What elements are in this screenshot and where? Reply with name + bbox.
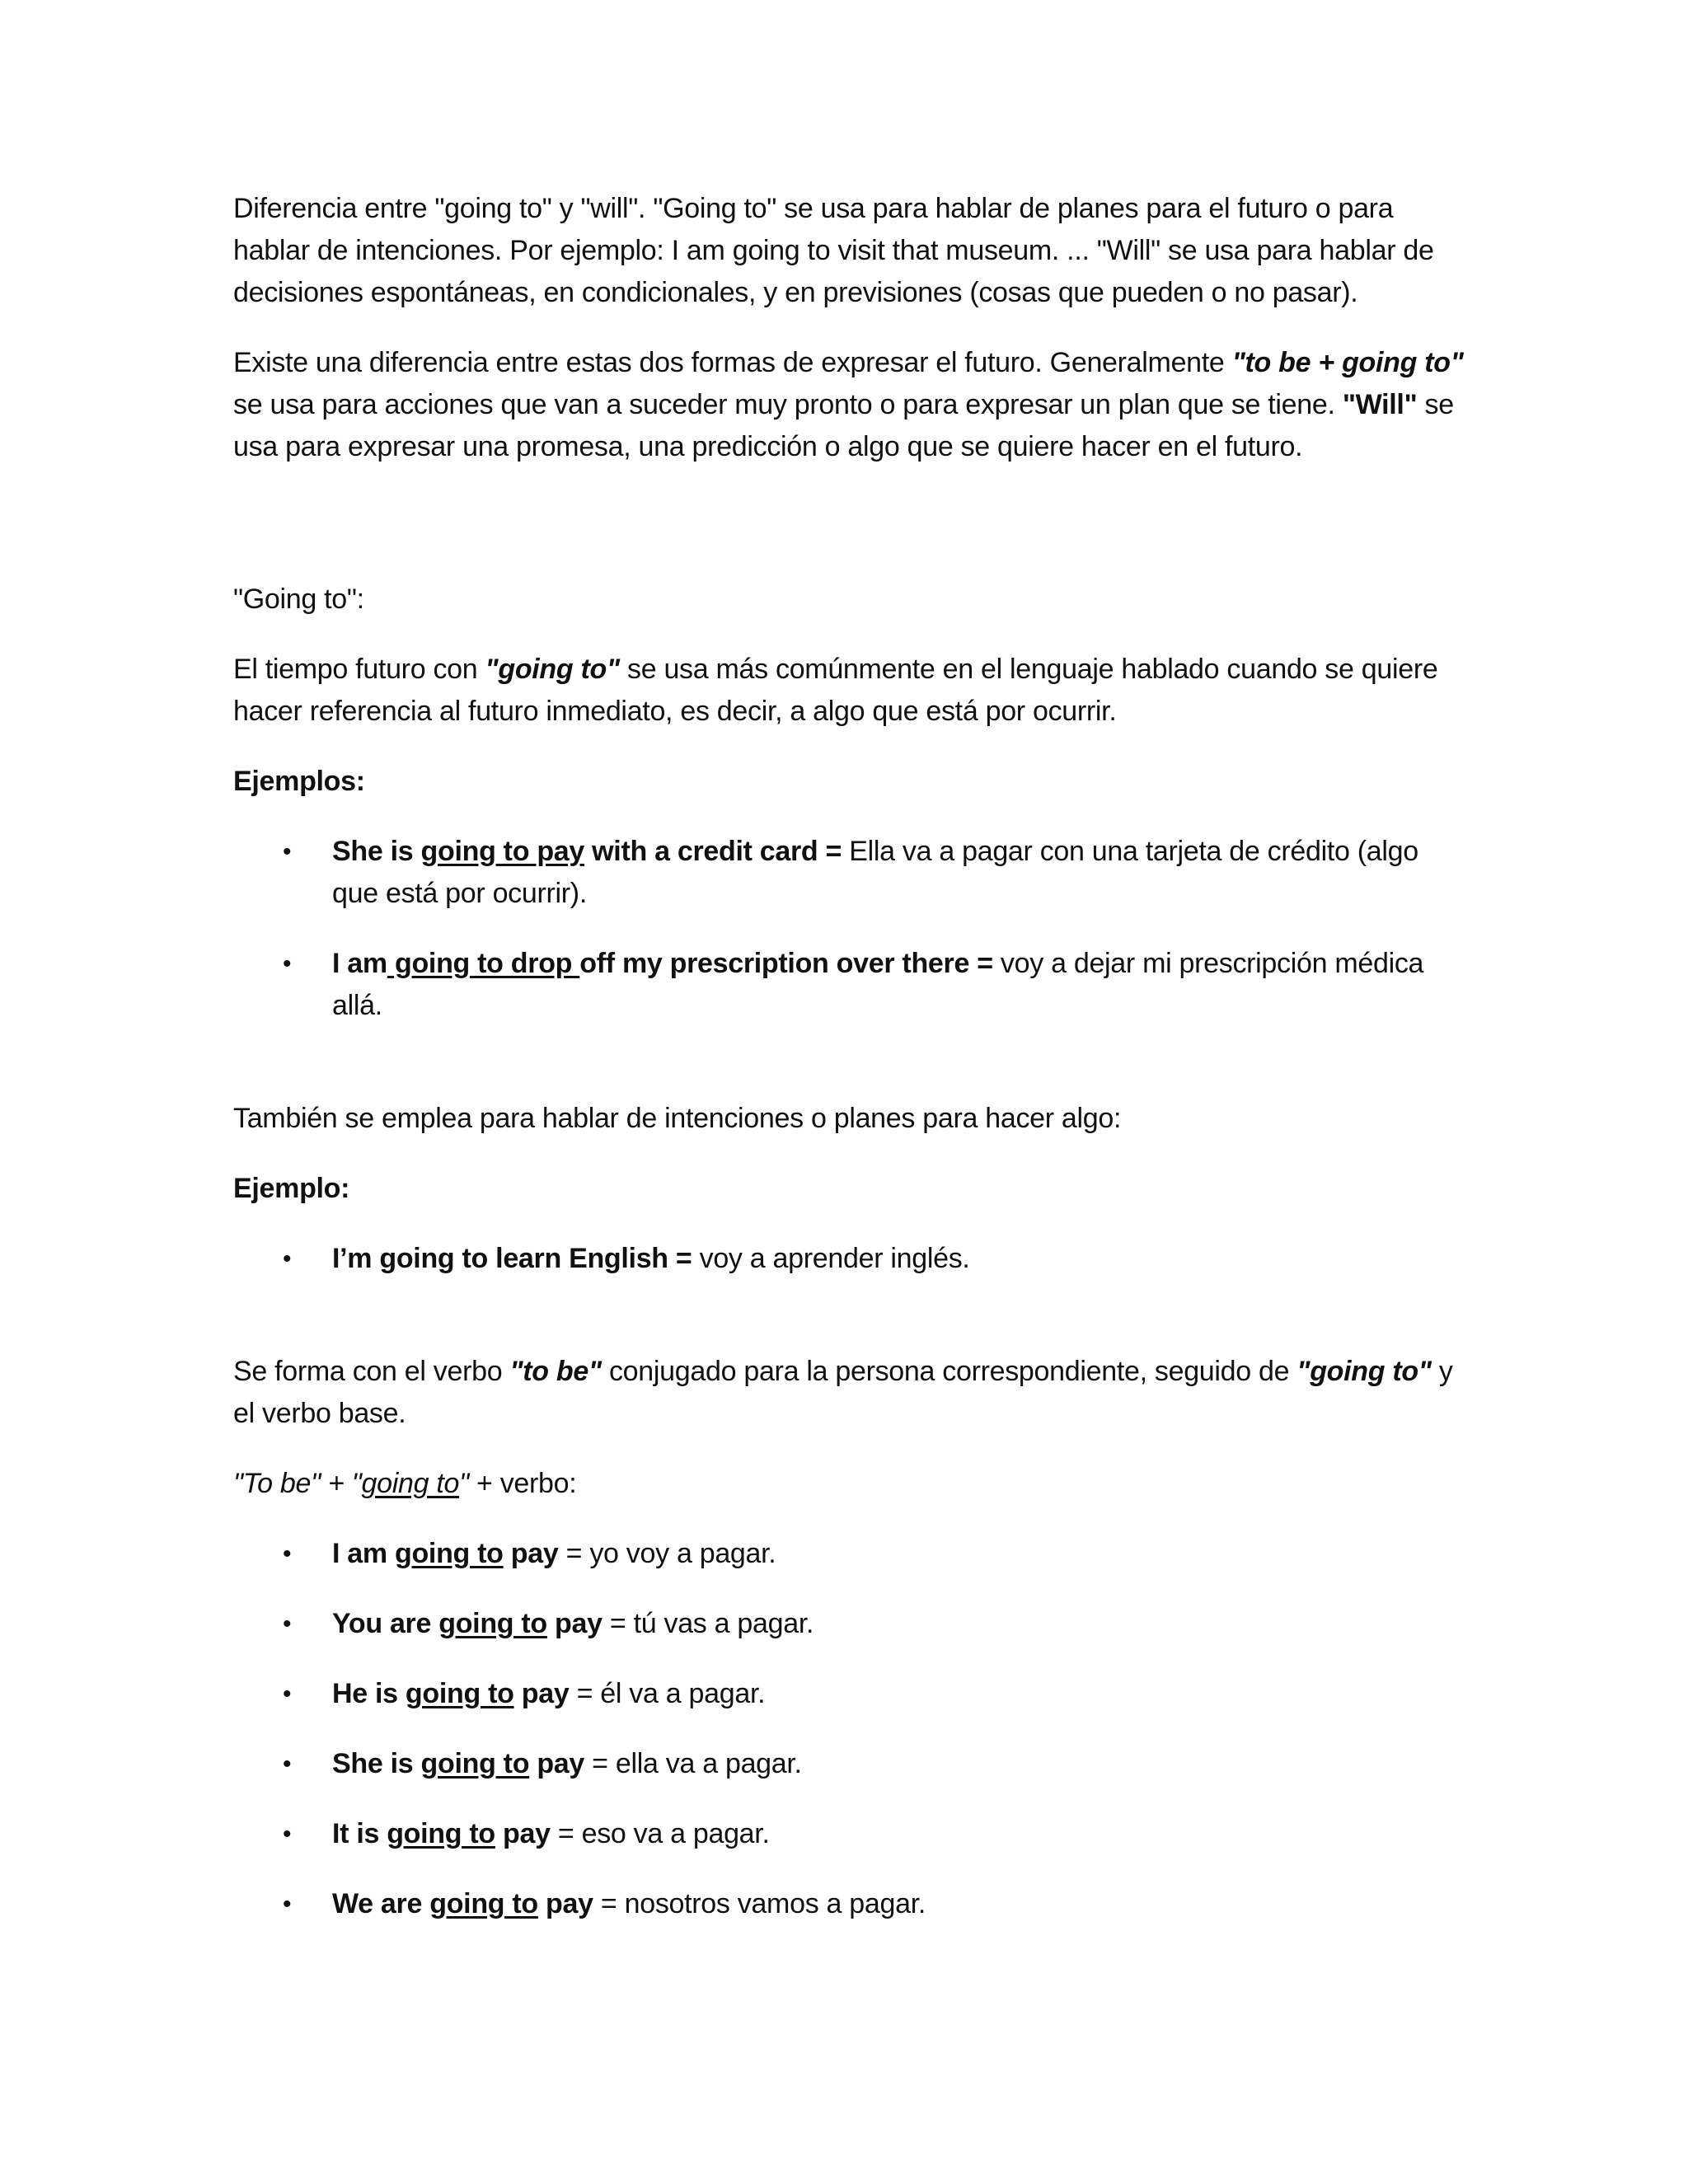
bullet-icon: • <box>283 1245 292 1272</box>
example-label <box>233 1168 1470 1210</box>
list-item <box>233 943 1470 1027</box>
conjugation-going-to: going to <box>438 1608 547 1639</box>
bullet-icon: • <box>283 1891 292 1918</box>
going-to-paragraph-2 <box>233 1098 1470 1140</box>
list-item <box>233 1238 1470 1280</box>
spacer <box>233 1055 1470 1098</box>
example-subject: She is <box>332 836 421 867</box>
example-subject: I am <box>332 948 387 979</box>
examples-label-text: Ejemplos: <box>233 766 365 797</box>
formula-going-to: going to <box>361 1468 460 1499</box>
bullet-icon: • <box>283 1750 292 1778</box>
list-item <box>233 1883 1470 1925</box>
conjugation-going-to: going to <box>405 1678 514 1709</box>
list-item <box>233 1743 1470 1785</box>
example-translation: voy a aprender inglés. <box>699 1243 970 1274</box>
conjugation-list <box>233 1533 1470 1925</box>
conjugation-subject: It is <box>332 1818 387 1849</box>
example-underlined-phrase: going to pay <box>420 836 585 867</box>
conjugation-verb: pay <box>529 1748 585 1779</box>
example-underlined-phrase: going to drop <box>387 948 580 979</box>
intro-paragraph-2-emphasis-will: "Will" <box>1342 389 1418 420</box>
formula-close-quote: " <box>459 1468 469 1499</box>
conjugation-translation: = yo voy a pagar. <box>558 1538 776 1569</box>
conjugation-subject: He is <box>332 1678 406 1709</box>
conjugation-going-to: going to <box>387 1818 495 1849</box>
intro-paragraph-2-text-c: se usa para acciones que van a suceder muy pronto o para expresar un plan que se tiene. <box>233 389 1343 420</box>
intro-paragraph-2-emphasis-going-to: "to be + going to" <box>1231 347 1464 378</box>
example-rest: off my prescription over there = <box>579 948 1001 979</box>
examples-label <box>233 761 1470 803</box>
conjugation-translation: = él va a pagar. <box>569 1678 766 1709</box>
conjugation-translation: = tú vas a pagar. <box>602 1608 814 1639</box>
examples-list <box>233 831 1470 1027</box>
going-to-paragraph-1 <box>233 649 1470 733</box>
section-heading-text: "Going to": <box>233 583 364 615</box>
bullet-icon: • <box>283 1680 292 1708</box>
conjugation-translation: = eso va a pagar. <box>550 1818 770 1849</box>
formula-line <box>233 1463 1470 1505</box>
conjugation-subject: You are <box>332 1608 439 1639</box>
conjugation-subject: We are <box>332 1888 430 1919</box>
going-to-paragraph-3-text-e: y el verbo base. <box>233 1356 1453 1429</box>
list-item <box>233 1533 1470 1575</box>
going-to-paragraph-1-text-a: El tiempo futuro con <box>233 654 485 685</box>
conjugation-translation: = nosotros vamos a pagar. <box>593 1888 926 1919</box>
conjugation-translation: = ella va a pagar. <box>584 1748 802 1779</box>
example-list <box>233 1238 1470 1280</box>
bullet-icon: • <box>283 1821 292 1848</box>
example-rest: with a credit card = <box>584 836 850 867</box>
conjugation-going-to: going to <box>394 1538 504 1569</box>
conjugation-going-to: going to <box>429 1888 538 1919</box>
list-item <box>233 1673 1470 1715</box>
document-page <box>233 188 1470 1953</box>
bullet-icon: • <box>283 950 292 977</box>
going-to-paragraph-3 <box>233 1351 1470 1435</box>
going-to-paragraph-3-text-a: Se forma con el verbo <box>233 1356 510 1387</box>
going-to-paragraph-3-emphasis-going-to: "going to" <box>1296 1356 1432 1387</box>
formula-verb: + verbo: <box>468 1468 577 1499</box>
formula-to-be: "To be" <box>233 1468 321 1499</box>
conjugation-subject: I am <box>332 1538 395 1569</box>
going-to-paragraph-3-emphasis-to-be: "to be" <box>509 1356 602 1387</box>
spacer <box>233 496 1470 579</box>
bullet-icon: • <box>283 838 292 865</box>
example-translation: voy a dejar mi prescripción médica allá. <box>332 948 1424 1021</box>
going-to-paragraph-3-text-c: conjugado para la persona correspondiente, seguido de <box>601 1356 1297 1387</box>
conjugation-verb: pay <box>513 1678 570 1709</box>
going-to-paragraph-1-text-c: se usa más comúnmente en el lenguaje hablado cuando se quiere hacer referencia al futuro inmediato, es decir, a algo que está por ocurrir. <box>233 654 1438 727</box>
list-item <box>233 1813 1470 1855</box>
bullet-icon: • <box>283 1610 292 1638</box>
list-item <box>233 831 1470 915</box>
list-item <box>233 1603 1470 1645</box>
section-heading-going-to <box>233 579 1470 621</box>
example-english: I’m going to learn English = <box>332 1243 700 1274</box>
conjugation-verb: pay <box>537 1888 593 1919</box>
intro-paragraph-2 <box>233 342 1470 468</box>
formula-plus-quote: + " <box>320 1468 362 1499</box>
conjugation-verb: pay <box>546 1608 603 1639</box>
conjugation-verb: pay <box>495 1818 551 1849</box>
intro-paragraph-1-text: Diferencia entre "going to" y "will". "Going to" se usa para hablar de planes para el futuro o para hablar de intenciones. Por ejemplo: I am going to visit that museum. ... "Will" se usa para hablar de decisiones espontáneas, en condicionales, y en previsiones (cosas que pueden o no pasar). <box>233 193 1434 308</box>
going-to-paragraph-1-emphasis: "going to" <box>485 654 620 685</box>
bullet-icon: • <box>283 1540 292 1568</box>
conjugation-verb: pay <box>503 1538 559 1569</box>
going-to-paragraph-2-text: También se emplea para hablar de intenciones o planes para hacer algo: <box>233 1103 1122 1134</box>
intro-paragraph-2-text-e: se usa para expresar una promesa, una predicción o algo que se quiere hacer en el futuro. <box>233 389 1454 462</box>
example-translation: Ella va a pagar con una tarjeta de crédito (algo que está por ocurrir). <box>332 836 1418 909</box>
intro-paragraph-2-text-a: Existe una diferencia entre estas dos formas de expresar el futuro. Generalmente <box>233 347 1232 378</box>
example-label-text: Ejemplo: <box>233 1173 350 1204</box>
conjugation-subject: She is <box>332 1748 421 1779</box>
intro-paragraph-1 <box>233 188 1470 314</box>
spacer <box>233 1308 1470 1351</box>
conjugation-going-to: going to <box>420 1748 530 1779</box>
